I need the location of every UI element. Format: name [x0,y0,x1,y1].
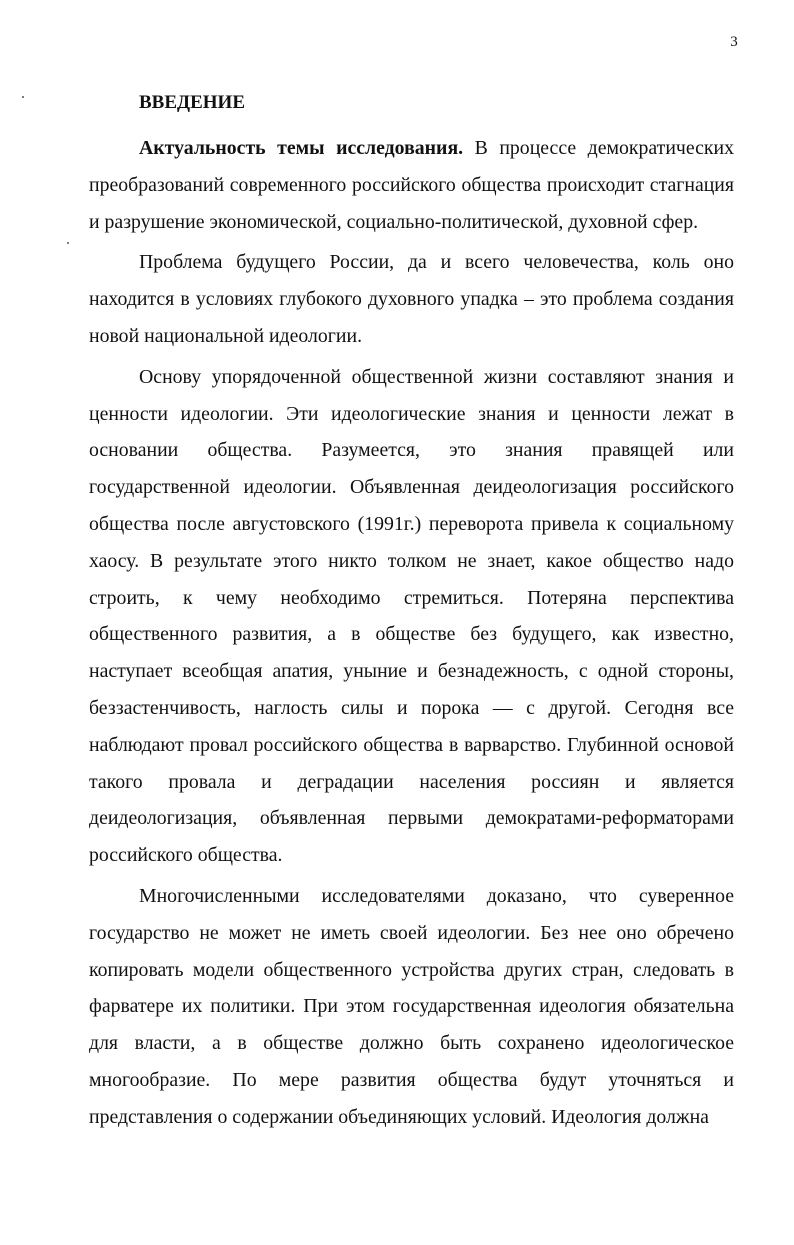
scan-speck [67,242,69,244]
page-number: 3 [730,34,738,50]
body-text [89,130,734,1140]
paragraph-text: Проблема будущего России, да и всего человечества, коль оно находится в условиях глубокого духовного упадка – это проблема создания новой национальной идеологии. [89,251,734,347]
paragraph-text: В процессе демократических преобразований современного российского общества происходит стагнация и разрушение экономической, социально-политической, духовной сфер. [89,137,734,233]
paragraph-text: Многочисленными исследователями доказано, что суверенное государство не может не иметь своей идеологии. Без нее оно обречено копировать модели общественного устройства других стран, следовать в фарватере их политики. При этом государственная идеология обязательна для власти, а в обществе должно быть сохранено идеологическое многообразие. По мере развития общества будут уточняться и представления о содержании объединяющих условий. Идеология должна [89,884,734,1128]
scan-speck [22,96,24,98]
paragraph [89,130,734,240]
paragraph [89,878,734,1136]
section-heading: ВВЕДЕНИЕ [139,92,245,113]
paragraph-lead: Актуальность темы исследования. [139,137,464,159]
paragraph-text: Основу упорядоченной общественной жизни составляют знания и ценности идеологии. Эти идеологические знания и ценности лежат в основании общества. Разумеется, это знания правящей или государственной идеологии. Объявленная деидеологизация российского общества после августовского (1991г.) переворота привела к социальному хаосу. В результате этого никто толком не знает, какое общество надо строить, к чему необходимо стремиться. Потеряна перспектива общественного развития, а в обществе без будущего, как известно, наступает всеобщая апатия, уныние и безнадежность, с одной стороны, беззастенчивость, наглость силы и порока — с другой. Сегодня все наблюдают провал российского общества в варварство. Глубинной основой такого провала и деградации населения россиян и является деидеологизация, объявленная первыми демократами-реформаторами российского общества. [89,365,734,867]
paragraph [89,244,734,354]
paragraph [89,359,734,874]
